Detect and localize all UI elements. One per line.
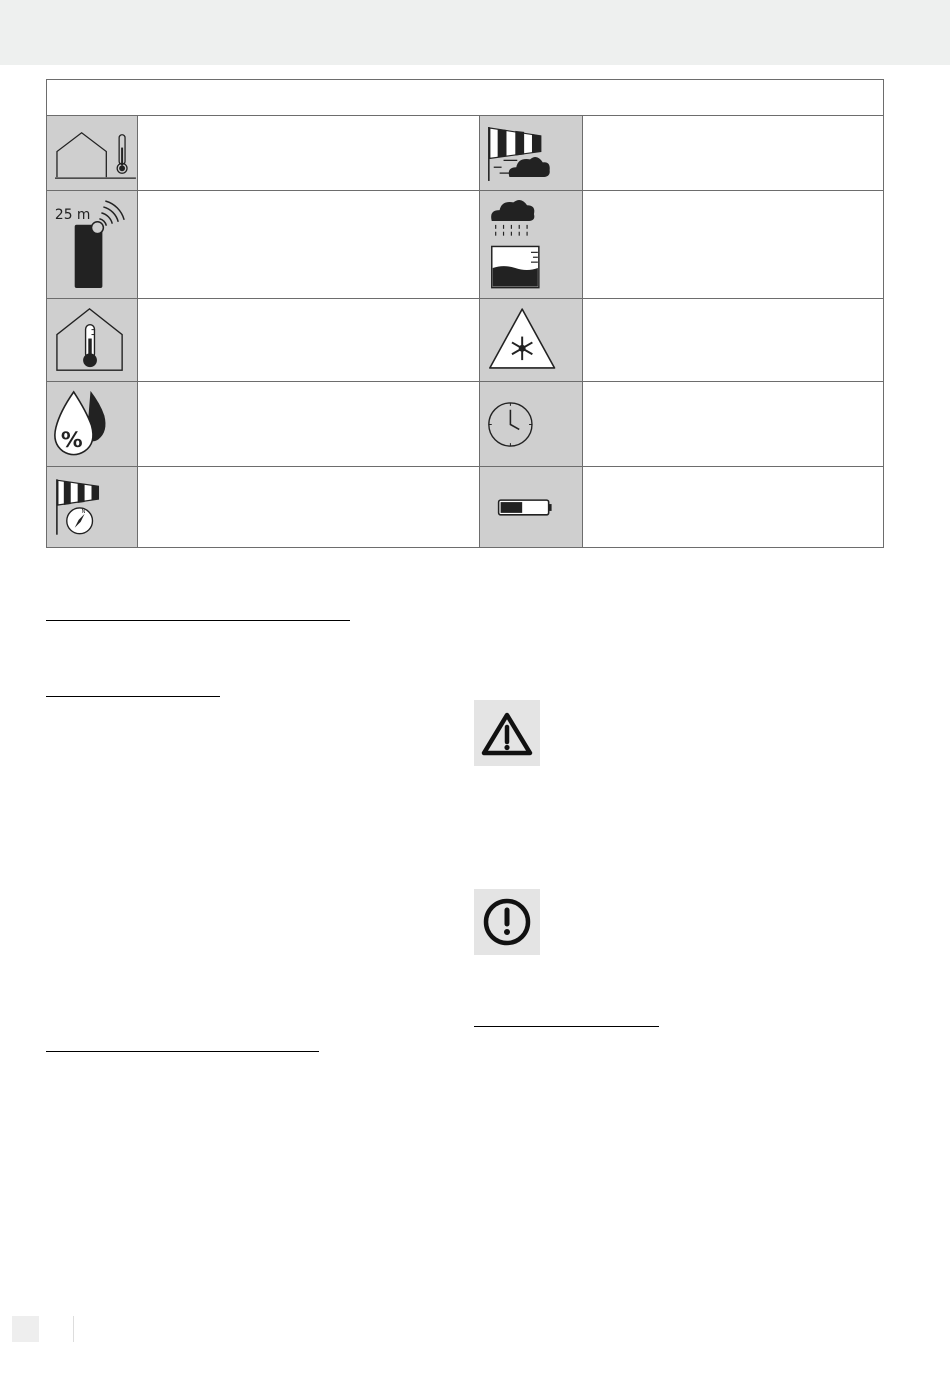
outdoor-sensor-range-icon [47, 191, 137, 298]
section-heading-rule [474, 1026, 659, 1027]
frost-warning-icon [480, 299, 582, 381]
sensor-range-label: 25 m [54, 206, 91, 223]
symbol-row [47, 467, 883, 547]
house-outdoor-thermometer-icon [47, 116, 137, 190]
symbol-icon-cell [479, 467, 583, 547]
section-heading-rule [46, 1051, 319, 1052]
exclamation-circle-icon [474, 889, 540, 955]
symbol-description [584, 382, 883, 466]
symbol-icon-cell [47, 191, 138, 298]
symbol-row [47, 191, 883, 299]
symbol-description [584, 299, 883, 381]
section-heading-rule [46, 696, 220, 697]
symbol-row [47, 299, 883, 382]
house-indoor-thermometer-icon [47, 299, 137, 381]
battery-low-icon [480, 467, 582, 547]
symbol-row [47, 382, 883, 467]
symbol-table-header [47, 80, 883, 116]
symbol-description [584, 467, 883, 547]
symbol-icon-cell [47, 382, 138, 466]
symbol-description [139, 467, 479, 547]
symbol-table [46, 79, 884, 548]
warning-triangle-icon [474, 700, 540, 766]
symbol-description [139, 191, 479, 298]
svg-text:N: N [81, 508, 86, 515]
symbol-icon-cell [479, 382, 583, 466]
symbol-icon-cell [479, 299, 583, 381]
page-number-box [12, 1316, 39, 1342]
symbol-description [584, 191, 883, 298]
symbol-icon-cell [47, 467, 138, 547]
symbol-row [47, 116, 883, 191]
rain-gauge-icon [480, 191, 582, 298]
caution-pictogram [474, 889, 540, 955]
symbol-description [139, 299, 479, 381]
symbol-icon-cell [47, 116, 138, 190]
symbol-description [139, 116, 479, 190]
windsock-compass-icon [47, 467, 137, 547]
symbol-icon-cell [479, 191, 583, 298]
clock-icon [480, 382, 582, 466]
symbol-description [139, 382, 479, 466]
windsock-cloud-icon [480, 116, 582, 190]
symbol-icon-cell [47, 299, 138, 381]
warning-pictogram [474, 700, 540, 766]
humidity-drops-icon [47, 382, 137, 466]
symbol-icon-cell [479, 116, 583, 190]
page-header-band [0, 0, 950, 65]
symbol-description [584, 116, 883, 190]
footer-divider [73, 1316, 74, 1342]
section-heading-rule [46, 620, 350, 621]
svg-text:%: % [60, 428, 83, 454]
